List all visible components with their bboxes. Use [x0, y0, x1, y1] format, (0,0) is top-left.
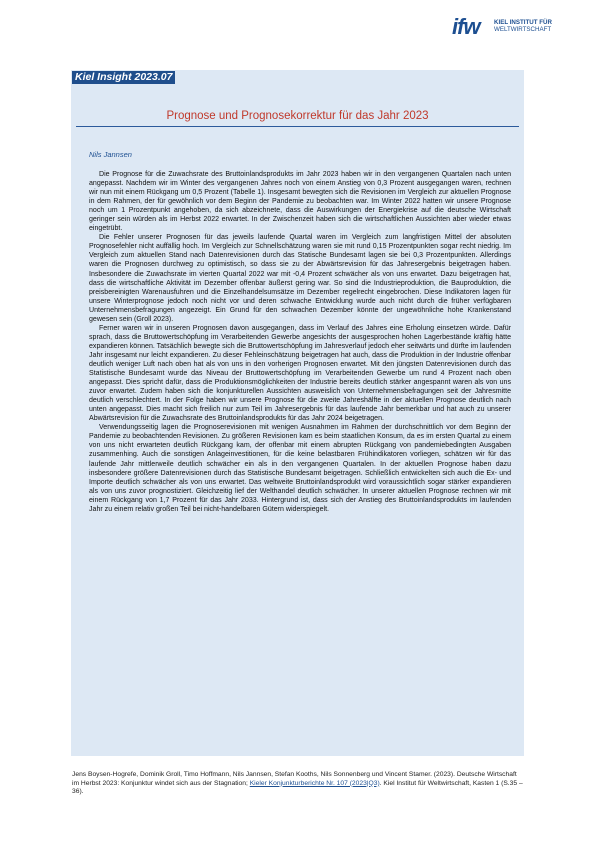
series-badge: Kiel Insight 2023.07: [72, 71, 175, 84]
paragraph: Ferner waren wir in unseren Prognosen davon ausgegangen, dass im Verlauf des Jahres eine Erholung einsetzen würde. Dafür sprach, dass die Bruttowertschöpfung im Verarbeitenden Gewerbe angesichts der ausgesprochen hohen Lagerbestände kräftig hätte expandieren können. Tatsächlich bewegte sich die Bruttowertschöpfung im Jahresverlauf jedoch eher seitwärts und dürfte im laufenden Jahr insgesamt nur leicht expandieren. Zu dieser Fehleinschätzung beigetragen hat auch, dass die Produktion in der Industrie offenbar deutlich weniger Luft nach oben hat als von uns in den vorherigen Prognosen erwartet. Mit den jüngsten Datenrevisionen durch das Statistische Bundesamt wurde das Niveau der Bruttowertschöpfung im Verarbeitenden Gewerbe um rund 4 Prozent nach oben angepasst. Dies spricht dafür, dass die Produktionsmöglichkeiten der Industrie bereits deutlich stärker angespannt waren als von uns zuvor erwartet. Zudem haben sich die konjunkturellen Aussichten ausweislich von Unternehmensbefragungen seit der Jahresmitte deutlich verschlechtert. In der Folge haben wir unsere Prognose für die zweite Jahreshälfte in der aktuellen Prognose deutlich nach unten angepasst. Dies macht sich freilich nur zum Teil im Jahresergebnis für das laufende Jahr bemerkbar und hat auch zu unserer Abwärtsrevision für die Zuwachsrate des Bruttoinlandsprodukts für das Jahr 2024 beigetragen.: [89, 324, 511, 423]
article-body: [89, 170, 511, 514]
logo-line-1: KIEL INSTITUT FÜR: [494, 19, 552, 26]
ifw-logo: [452, 16, 582, 40]
title-divider: [76, 126, 519, 127]
source-footnote: [72, 771, 524, 797]
logo-text: [494, 19, 552, 33]
logo-mark: ifw: [452, 14, 480, 39]
paragraph: Verwendungsseitig lagen die Prognoserevisionen mit wenigen Ausnahmen im Rahmen der durchschnittlich vor dem Beginn der Pandemie zu beobachtenden Revisionen. Zu größeren Revisionen kam es beim staatlichen Konsum, da es im ersten Quartal zu einem von uns nicht erwarteten deutlich Rückgang kam, der offenbar mit einem abrupten Rückgang von pandemiebedingten Ausgaben zusammenhing. Auch die sonstigen Anlageinvestitionen, für die keine belastbaren Frühindikatoren vorliegen, schätzen wir für das laufende Jahr mittlerweile deutlich schwächer ein als in den vergangenen Quartalen. In der aktuellen Prognose haben dazu insbesondere größere Datenrevisionen durch das Statistische Bundesamt beigetragen. Schließlich entwickelten sich auch die Ex- und Importe deutlich schwächer als von uns erwartet. Das weltweite Bruttoinlandsprodukt wird voraussichtlich sogar stärker expandieren als von uns zuvor prognostiziert. Gleichzeitig lief der Welthandel deutlich schwächer. In unserer aktuellen Prognose rechnen wir mit einem Rückgang von 1,7 Prozent für das Jahr 2033. Hintergrund ist, dass sich der Anstieg des Bruttoinlandsprodukts im laufenden Jahr zu einem relativ großen Teil bei nicht-handelbaren Gütern widerspiegelt.: [89, 424, 511, 513]
paragraph: Die Prognose für die Zuwachsrate des Bruttoinlandsprodukts im Jahr 2023 haben wir in den vergangenen Quartalen nach unten angepasst. Nachdem wir im Winter des vergangenen Jahres noch von einem Anstieg von 0,3 Prozent ausgegangen waren, rechnen wir nun mit einem Rückgang um 0,5 Prozent (Tabelle 1). Insgesamt bewegten sich die Revisionen im Vergleich zur aktuellen Prognose in dem Rahmen, der für gewöhnlich vor dem Beginn der Pandemie zu beobachten war. Im Winter 2022 hatten wir unsere Prognose noch um 1 Prozentpunkt angehoben, da sich abzeichnete, dass die Auswirkungen der Energiekrise auf die deutsche Wirtschaft geringer sein würden als im Herbst 2022 erwartet. In der Zwischenzeit haben sich die wirtschaftlichen Aussichten aber wieder etwas eingetrübt.: [89, 171, 511, 233]
author-name: Nils Jannsen: [89, 150, 132, 159]
footnote-text: Jens Boysen-Hogrefe, Dominik Groll, Timo Hoffmann, Nils Jannsen, Stefan Kooths, Nils Sonnenberg und Vincent Stamer. (2023). Deutsche Wirtschaft im Herbst 2023: Konjunktur windet sich aus der Stagnation;: [72, 771, 517, 787]
report-link[interactable]: Kieler Konjunkturberichte Nr. 107 (2023|Q3): [249, 779, 380, 787]
page-title: Prognose und Prognosekorrektur für das Jahr 2023: [166, 110, 429, 122]
logo-line-2: WELTWIRTSCHAFT: [494, 26, 552, 33]
paragraph: Die Fehler unserer Prognosen für das jeweils laufende Quartal waren im Vergleich zum langfristigen Mittel der absoluten Prognosefehler nicht auffällig hoch. Im Vergleich zur Schnellschätzung waren sie mit rund 0,15 Prozentpunkten sogar recht niedrig. Im Vergleich zum aktuellen Stand nach Datenrevisionen durch das Statische Bundesamt lagen sie bei 0,3 Prozentpunkten. Allerdings waren die Prognosen durchweg zu optimistisch, so dass sie zu der Abwärtsrevision für das Jahresergebnis beigetragen haben. Insbesondere die Zuwachsrate im vierten Quartal 2022 war mit -0,4 Prozent schwächer als von uns erwartet. Dazu beigetragen hat, dass die wirtschaftliche Aktivität im Dezember offenbar äußerst gering war. So sind die Industrieproduktion, die Bauproduktion, die preisbereinigten Warenausfuhren und die Einzelhandelsumsätze im Dezember regelrecht eingebrochen. Diese Indikatoren lagen für unsere Winterprognose jedoch noch nicht vor und deren schwache Entwicklung wurde auch nicht durch die früher verfügbaren Unternehmensbefragungen angezeigt. Ein Grund für den schwachen Dezember könnte der ungewöhnliche hohe Krankenstand gewesen sein (Groll 2023).: [89, 234, 511, 323]
footnote-text-end: . Kiel Institut für Weltwirtschaft, Kasten 1 (S.35 – 36).: [72, 779, 523, 796]
